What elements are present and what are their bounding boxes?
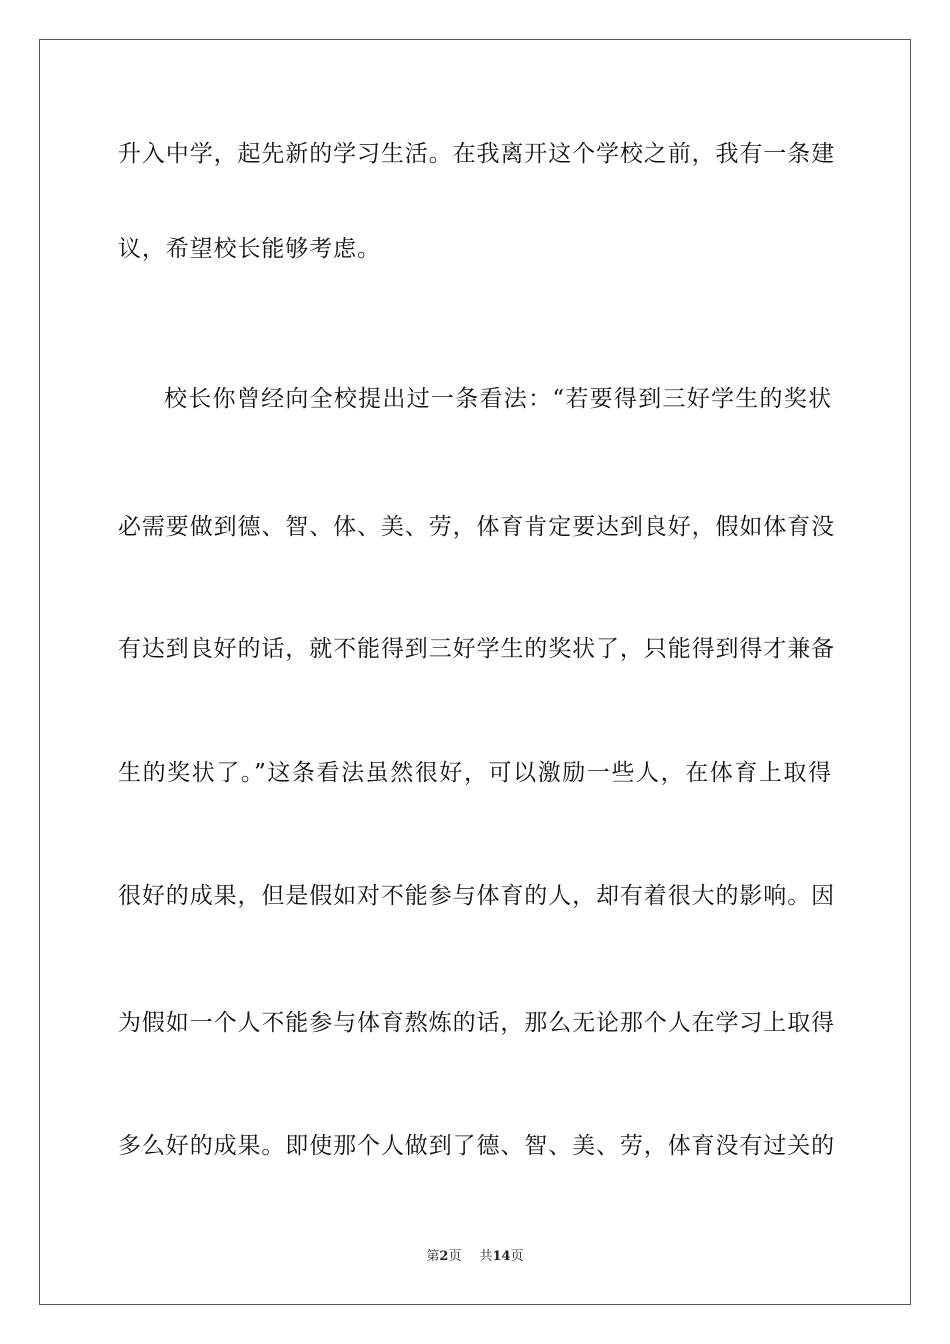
body-text-line-1: 升入中学，起先新的学习生活。在我离开这个学校之前，我有一条建 (118, 141, 835, 167)
body-text-line-6: 生的奖状了。”这条看法虽然很好，可以激励一些人，在体育上取得 (118, 760, 832, 786)
body-text-line-3: 校长你曾经向全校提出过一条看法：“若要得到三好学生的奖状 (164, 386, 832, 412)
body-text-line-7: 很好的成果，但是假如对不能参与体育的人，却有着很大的影响。因 (118, 883, 835, 909)
page-border (39, 39, 911, 1305)
body-text-line-8: 为假如一个人不能参与体育熬炼的话，那么无论那个人在学习上取得 (118, 1010, 835, 1036)
page-suffix: 页 (448, 1249, 462, 1264)
page-footer (0, 1249, 950, 1265)
body-text-line-9: 多么好的成果。即使那个人做到了德、智、美、劳，体育没有过关的 (118, 1133, 835, 1159)
total-prefix: 共 (479, 1249, 493, 1264)
page-current: 2 (439, 1249, 449, 1264)
page-total: 14 (492, 1249, 511, 1264)
body-text-line-5: 有达到良好的话，就不能得到三好学生的奖状了，只能得到得才兼备 (118, 636, 835, 662)
total-suffix: 页 (510, 1249, 524, 1264)
body-text-line-4: 必需要做到德、智、体、美、劳，体育肯定要达到良好，假如体育没 (118, 514, 835, 540)
body-text-line-2: 议，希望校长能够考虑。 (118, 236, 381, 262)
page-prefix: 第 (426, 1249, 440, 1264)
